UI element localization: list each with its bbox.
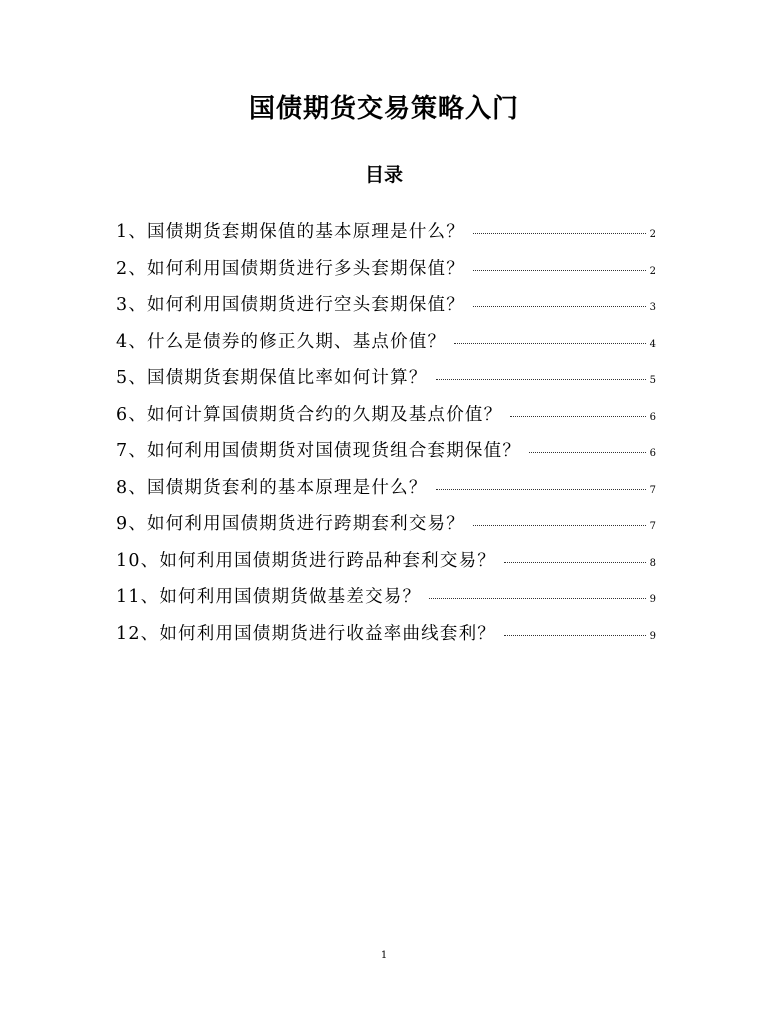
toc-leader-dots (473, 233, 646, 234)
toc-item-page: 2 (649, 229, 656, 240)
toc-item-10[interactable] (116, 543, 656, 580)
toc-item-7[interactable] (116, 433, 656, 470)
toc-item-text: 8、国债期货套利的基本原理是什么？ (116, 477, 428, 498)
toc-item-page: 6 (649, 411, 656, 423)
toc-item-page: 5 (649, 375, 656, 386)
page-number: 1 (380, 950, 388, 961)
toc-item-page: 7 (649, 521, 656, 532)
toc-leader-dots (436, 379, 646, 380)
toc-item-9[interactable] (116, 506, 656, 543)
toc-item-page: 3 (649, 302, 656, 313)
toc-item-page: 2 (649, 265, 656, 277)
toc-leader-dots (510, 416, 646, 417)
toc-item-page: 9 (649, 594, 656, 605)
toc-item-text: 11、如何利用国债期货做基差交易？ (116, 587, 422, 607)
toc-item-5[interactable] (116, 360, 656, 397)
toc-leader-dots (473, 525, 646, 526)
toc-leader-dots (436, 489, 646, 490)
toc-item-text: 4、什么是债券的修正久期、基点价值？ (116, 331, 447, 352)
toc-item-text: 3、如何利用国债期货进行空头套期保值？ (116, 295, 465, 315)
toc-leader-dots (504, 635, 646, 636)
toc-leader-dots (529, 452, 646, 453)
toc-item-text: 9、如何利用国债期货进行跨期套利交易？ (116, 514, 465, 534)
toc-item-1[interactable] (116, 214, 656, 251)
toc-item-page: 6 (649, 448, 656, 459)
toc-item-3[interactable] (116, 287, 656, 324)
toc-item-page: 4 (649, 338, 656, 350)
toc-item-text: 12、如何利用国债期货进行收益率曲线套利？ (116, 623, 496, 644)
toc-leader-dots (473, 270, 646, 271)
toc-item-11[interactable] (116, 579, 656, 616)
toc-leader-dots (454, 343, 646, 344)
toc-item-4[interactable] (116, 324, 656, 361)
toc-item-text: 1、国债期货套期保值的基本原理是什么？ (116, 222, 465, 242)
toc-item-text: 7、如何利用国债期货对国债现货组合套期保值？ (116, 441, 522, 461)
toc-item-text: 5、国债期货套期保值比率如何计算？ (116, 368, 428, 388)
toc-item-text: 10、如何利用国债期货进行跨品种套利交易？ (116, 550, 496, 571)
toc-item-page: 9 (649, 630, 656, 642)
toc-leader-dots (473, 306, 646, 307)
toc-leader-dots (429, 598, 646, 599)
toc-leader-dots (504, 562, 646, 563)
toc-item-text: 6、如何计算国债期货合约的久期及基点价值？ (116, 404, 503, 425)
toc-heading: 目录 (364, 164, 403, 186)
toc-item-6[interactable] (116, 397, 656, 434)
toc-item-page: 7 (649, 484, 656, 496)
toc-item-12[interactable] (116, 616, 656, 653)
toc-item-2[interactable] (116, 251, 656, 288)
toc-item-8[interactable] (116, 470, 656, 507)
toc-item-text: 2、如何利用国债期货进行多头套期保值？ (116, 258, 465, 279)
document-title: 国债期货交易策略入门 (248, 94, 519, 124)
table-of-contents (116, 214, 656, 652)
toc-item-page: 8 (649, 557, 656, 569)
